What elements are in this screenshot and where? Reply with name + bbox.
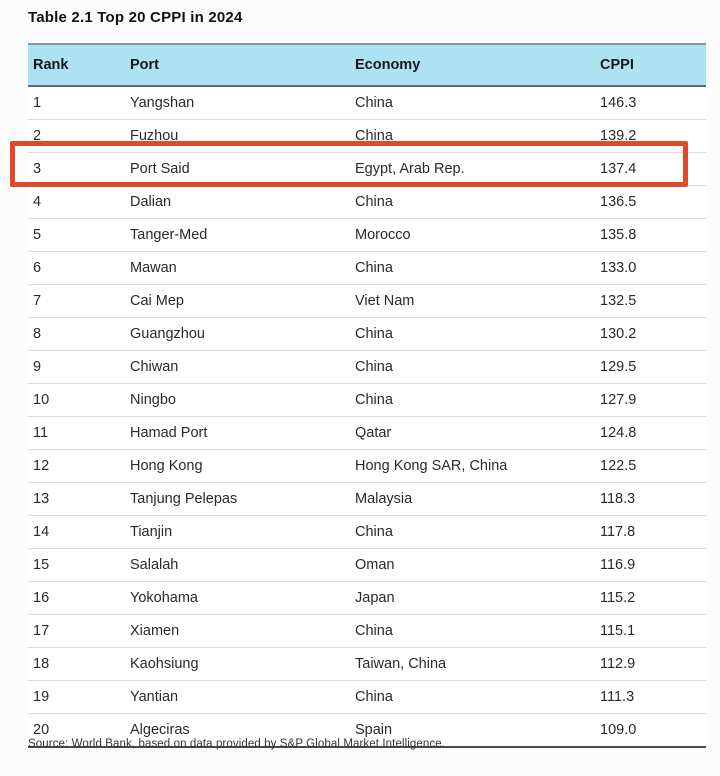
cell-economy: Egypt, Arab Rep.	[355, 153, 600, 186]
cell-port: Xiamen	[130, 615, 355, 648]
cell-port: Yokohama	[130, 582, 355, 615]
cell-economy: Morocco	[355, 219, 600, 252]
cell-cppi: 109.0	[600, 714, 706, 748]
header-row	[28, 44, 706, 86]
table-row	[28, 549, 706, 582]
cell-rank: 1	[28, 86, 130, 120]
cell-rank: 2	[28, 120, 130, 153]
cell-port: Kaohsiung	[130, 648, 355, 681]
cell-rank: 16	[28, 582, 130, 615]
cell-port: Ningbo	[130, 384, 355, 417]
cell-economy: Hong Kong SAR, China	[355, 450, 600, 483]
col-header-rank: Rank	[28, 44, 130, 86]
table-row	[28, 252, 706, 285]
cell-rank: 20	[28, 714, 130, 748]
cell-cppi: 115.2	[600, 582, 706, 615]
cell-cppi: 115.1	[600, 615, 706, 648]
cell-port: Cai Mep	[130, 285, 355, 318]
cell-economy: Malaysia	[355, 483, 600, 516]
cell-cppi: 124.8	[600, 417, 706, 450]
cell-port: Fuzhou	[130, 120, 355, 153]
cell-port: Chiwan	[130, 351, 355, 384]
table-row	[28, 219, 706, 252]
cell-cppi: 117.8	[600, 516, 706, 549]
cell-port: Algeciras	[130, 714, 355, 748]
cell-port: Mawan	[130, 252, 355, 285]
table-row	[28, 120, 706, 153]
cell-port: Tanger-Med	[130, 219, 355, 252]
cell-cppi: 137.4	[600, 153, 706, 186]
cell-port: Tianjin	[130, 516, 355, 549]
cell-port: Guangzhou	[130, 318, 355, 351]
cell-cppi: 130.2	[600, 318, 706, 351]
cell-rank: 8	[28, 318, 130, 351]
cell-rank: 19	[28, 681, 130, 714]
col-header-cppi: CPPI	[600, 44, 706, 86]
table-row	[28, 483, 706, 516]
cell-cppi: 111.3	[600, 681, 706, 714]
cell-economy: China	[355, 351, 600, 384]
cell-economy: China	[355, 86, 600, 120]
table-row	[28, 285, 706, 318]
table-row	[28, 681, 706, 714]
table-row	[28, 86, 706, 120]
cell-economy: China	[355, 615, 600, 648]
cell-port: Port Said	[130, 153, 355, 186]
cell-cppi: 133.0	[600, 252, 706, 285]
table-row-highlighted	[28, 153, 706, 186]
col-header-economy: Economy	[355, 44, 600, 86]
cell-rank: 18	[28, 648, 130, 681]
cell-cppi: 116.9	[600, 549, 706, 582]
cell-cppi: 118.3	[600, 483, 706, 516]
cell-economy: China	[355, 681, 600, 714]
cell-rank: 17	[28, 615, 130, 648]
cell-port: Hamad Port	[130, 417, 355, 450]
cell-cppi: 135.8	[600, 219, 706, 252]
cell-rank: 10	[28, 384, 130, 417]
cell-rank: 12	[28, 450, 130, 483]
cell-cppi: 122.5	[600, 450, 706, 483]
cell-cppi: 139.2	[600, 120, 706, 153]
cell-port: Yangshan	[130, 86, 355, 120]
cell-economy: Spain	[355, 714, 600, 748]
cell-rank: 6	[28, 252, 130, 285]
cell-rank: 11	[28, 417, 130, 450]
table-row	[28, 615, 706, 648]
table-row	[28, 417, 706, 450]
cell-economy: China	[355, 516, 600, 549]
cell-economy: Viet Nam	[355, 285, 600, 318]
cell-cppi: 136.5	[600, 186, 706, 219]
table-row	[28, 582, 706, 615]
cell-cppi: 132.5	[600, 285, 706, 318]
table-title: Table 2.1 Top 20 CPPI in 2024	[28, 9, 243, 26]
cell-economy: China	[355, 384, 600, 417]
cell-rank: 9	[28, 351, 130, 384]
cell-rank: 4	[28, 186, 130, 219]
cell-rank: 5	[28, 219, 130, 252]
cell-economy: Taiwan, China	[355, 648, 600, 681]
cell-port: Salalah	[130, 549, 355, 582]
table-row	[28, 351, 706, 384]
cell-port: Dalian	[130, 186, 355, 219]
col-header-port: Port	[130, 44, 355, 86]
cell-port: Hong Kong	[130, 450, 355, 483]
cell-cppi: 112.9	[600, 648, 706, 681]
cell-rank: 15	[28, 549, 130, 582]
cell-cppi: 129.5	[600, 351, 706, 384]
cell-economy: China	[355, 252, 600, 285]
cell-economy: Oman	[355, 549, 600, 582]
table-row	[28, 648, 706, 681]
table-row	[28, 384, 706, 417]
cell-economy: Qatar	[355, 417, 600, 450]
cell-rank: 13	[28, 483, 130, 516]
cell-port: Tanjung Pelepas	[130, 483, 355, 516]
cell-rank: 3	[28, 153, 130, 186]
source-note: Source: World Bank, based on data provided by S&P Global Market Intelligence.	[28, 738, 446, 750]
cell-rank: 7	[28, 285, 130, 318]
table-row	[28, 186, 706, 219]
cppi-table	[28, 43, 706, 748]
table-row	[28, 516, 706, 549]
cell-rank: 14	[28, 516, 130, 549]
table-row	[28, 450, 706, 483]
cell-cppi: 127.9	[600, 384, 706, 417]
cell-port: Yantian	[130, 681, 355, 714]
cell-economy: China	[355, 318, 600, 351]
cell-economy: Japan	[355, 582, 600, 615]
cell-cppi: 146.3	[600, 86, 706, 120]
cell-economy: China	[355, 186, 600, 219]
cell-economy: China	[355, 120, 600, 153]
table-row	[28, 318, 706, 351]
